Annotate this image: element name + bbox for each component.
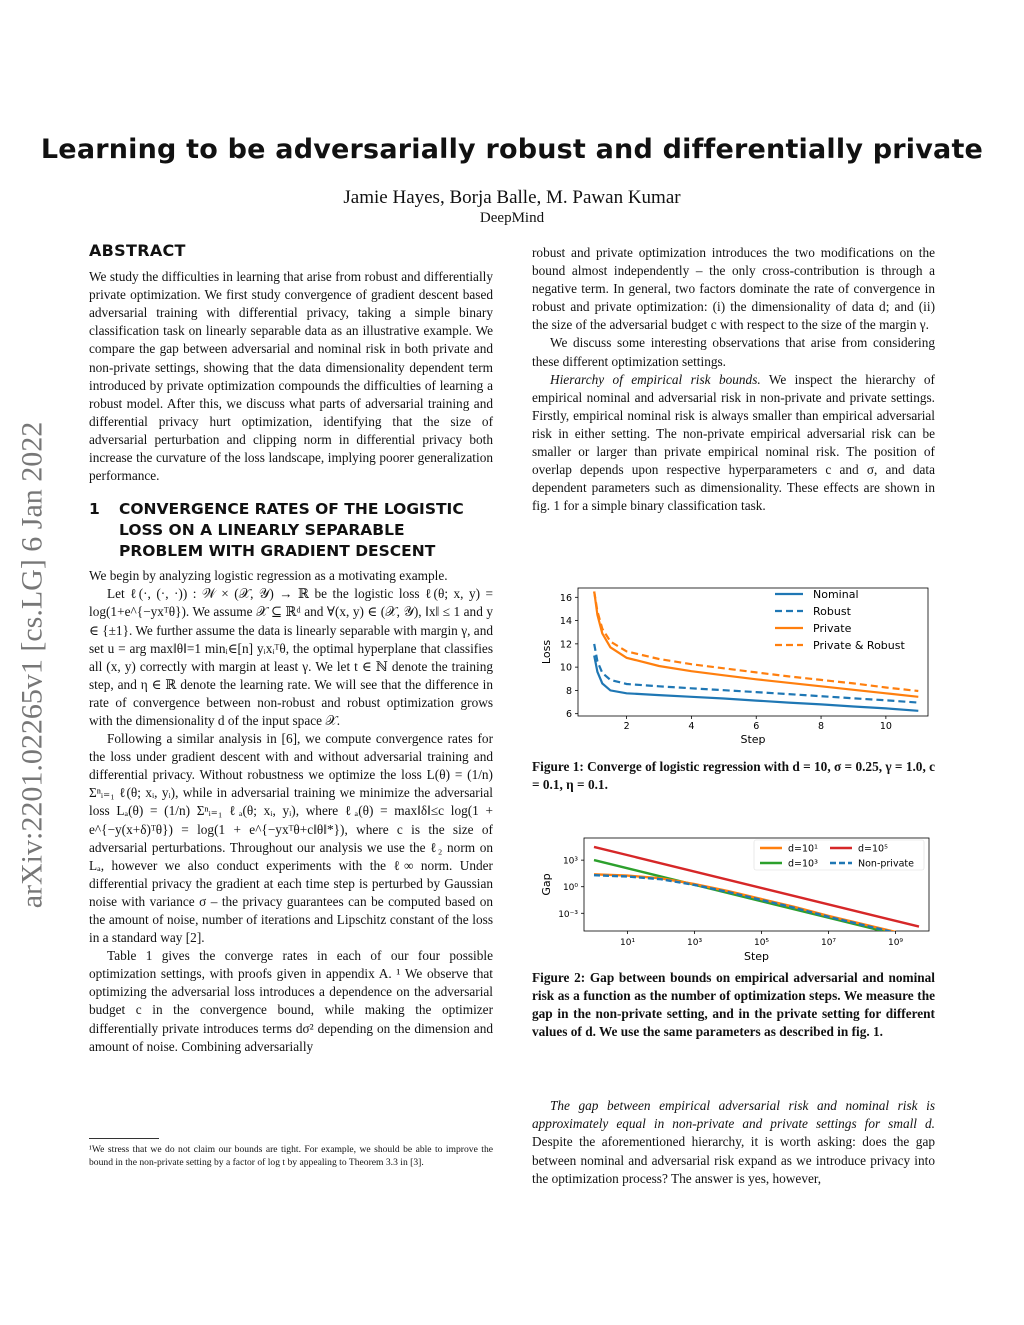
y-tick-label: 10 <box>559 662 572 674</box>
paragraph-heading: The gap between empirical adversarial risk and nominal risk is approximately equal in non-private and private settings for small d. <box>532 1098 935 1132</box>
x-tick-label: 10⁷ <box>820 938 837 948</box>
figure-2 <box>532 832 932 962</box>
right-column <box>532 244 935 515</box>
figure-1 <box>532 580 932 750</box>
legend-label: Non-private <box>858 858 914 870</box>
left-column <box>89 242 493 1056</box>
y-tick-label: 14 <box>559 616 572 628</box>
figure-2-chart <box>532 832 932 962</box>
x-tick-label: 10⁹ <box>887 938 904 948</box>
abstract-heading: ABSTRACT <box>89 241 186 260</box>
figure-1-caption: Figure 1: Converge of logistic regression with d = 10, σ = 0.25, γ = 1.0, c = 0.1, η = 0.1. <box>532 759 935 792</box>
legend-label: Nominal <box>813 588 859 601</box>
footnote-rule <box>89 1138 159 1139</box>
section-number: 1 <box>89 500 100 519</box>
y-tick-label: 10⁻³ <box>558 909 578 920</box>
x-tick-label: 8 <box>818 721 825 732</box>
y-tick-label: 16 <box>559 592 572 604</box>
y-tick-label: 6 <box>565 709 572 721</box>
paper-authors: Jamie Hayes, Borja Balle, M. Pawan Kumar <box>343 187 681 208</box>
x-tick-label: 10³ <box>687 938 703 948</box>
paper-affiliation: DeepMind <box>479 210 545 226</box>
gap-section <box>532 1097 935 1188</box>
paragraph: We discuss some interesting observations that arise from considering these different optimization settings. <box>532 335 935 369</box>
legend-label: Private <box>813 622 852 635</box>
paragraph: Hierarchy of empirical risk bounds. We inspect the hierarchy of empirical nominal and adversarial risk in non-private and private settings. Firstly, empirical nominal risk is always smaller than empirical adversarial risk in either setting. The non-private empirical adversarial risk can be smaller or larger than private empirical nominal risk. The position of overlap depends upon respective hyperparameters c and σ, and data dependent parameters such as dimensionality. These effects are shown in fig. 1 for a simple binary classification task. <box>532 371 935 514</box>
legend-label: d=10⁵ <box>858 843 888 855</box>
legend-label: Private & Robust <box>813 639 905 652</box>
x-tick-label: 10¹ <box>620 938 636 948</box>
abstract-text: We study the difficulties in learning that arise from robust and differentially private optimization. We first study convergence of gradient descent based adversarial training with differential privacy, taking a simple binary classification task on linearly separable data as an illustrative example. We compare the gap between adversarial and nominal risk in both private and non-private settings, showing that the data dimensionality dependent term introduced by private optimization compounds the difficulties of learning a robust model. After this, we discuss what parts of adversarial training and differential privacy hurt optimization, identifying that the size of adversarial perturbation and clipping norm in differential privacy both increase the curvature of the loss landscape, implying poorer generalization performance. <box>89 269 493 484</box>
figure-1-chart <box>532 580 932 750</box>
legend-label: d=10³ <box>788 858 818 870</box>
section-paragraph: Following a similar analysis in [6], we compute convergence rates for the loss under gradient descent with and without adversarial training and differential privacy. Without robustness we optimize the loss L(θ) = (1/n) Σⁿᵢ₌₁ ℓ(θ; xᵢ, yᵢ), while in adversarial training we minimize the adversarial loss Lₐ(θ) = (1/n) Σⁿᵢ₌₁ ℓₐ(θ; xᵢ, yᵢ), where ℓₐ(θ) = max‖δ‖≤c log(1 + e^{−y(x+δ)ᵀθ}) = log(1 + e^{−yxᵀθ+c‖θ‖*}), where c is the size of adversarial perturbations. Throughout our analysis we use the ℓ₂ norm on Lₐ, however we also conduct experiments with the ℓ∞ norm. Under differential privacy the gradient at each time step is perturbed by Gaussian noise with variance σ – the privacy guarantees can be computed based on the amount of noise, number of iterations and Lipschitz constant of the loss in a standard way [2]. <box>89 731 493 946</box>
legend-label: d=10¹ <box>788 843 818 855</box>
y-tick-label: 8 <box>565 685 572 697</box>
series-line <box>594 656 918 711</box>
arxiv-identifier: arXiv:2201.02265v1 [cs.LG] 6 Jan 2022 <box>15 421 48 909</box>
footnote: ¹We stress that we do not claim our bounds are tight. For example, we should be able to improve the bound in the non-private setting by a factor of log t by appealing to Theorem 3.3 in [3]. <box>89 1144 493 1169</box>
y-tick-label: 10³ <box>562 856 578 867</box>
legend-label: Robust <box>813 605 851 618</box>
x-tick-label: 10⁵ <box>753 938 770 948</box>
paragraph: robust and private optimization introduces the two modifications on the bound almost independently – the only cross-contribution is through a negative term. In general, two factors dominate the rate of convergence in robust and private optimization: (i) the dimensionality of data d; and (ii) the size of the adversarial budget c with respect to the size of the margin γ. <box>532 245 935 333</box>
section-paragraph: We begin by analyzing logistic regression as a motivating example. <box>89 568 448 584</box>
x-tick-label: 2 <box>623 721 630 732</box>
y-axis-label: Gap <box>540 873 553 896</box>
series-line <box>594 875 919 939</box>
section-paragraph: Let ℓ(·, (·, ·)) : 𝒲 × (𝒳, 𝒴) → ℝ be the logistic loss ℓ(θ; x, y) = log(1+e^{−yxᵀθ}). We assume 𝒳 ⊆ ℝᵈ and ∀(x, y) ∈ (𝒳, 𝒴), ‖x‖ ≤ 1 and y ∈ {±1}. We further assume the data is linearly separable with margin γ, and set u = arg max‖θ‖=1 minᵢ∈[n] yᵢxᵢᵀθ, the optimal hyperplane that classifies all (x, y) correctly with margin at least γ. We let t ∈ ℕ denote the training step, and η ∈ ℝ denote the learning rate. We will see that the difference in rate of convergence between non-robust and robust optimization grows with the dimensionality d of the input space 𝒳. <box>89 586 493 728</box>
paragraph: The gap between empirical adversarial risk and nominal risk is approximately equal in non-private and private settings for small d. Despite the aforementioned hierarchy, it is worth asking: does the gap between nominal and adversarial risk expand as we introduce privacy into the optimization process? The answer is yes, however, <box>532 1098 935 1186</box>
section-paragraph: Table 1 gives the converge rates in each of our four possible optimization settings, with proofs given in appendix A. ¹ We observe that optimizing the adversarial loss introduces a dependence on the adversarial budget c in the convergence bound, while making the optimizer differentially private introduces terms dσ² depending on the dimension and amount of noise. Combining adversarially <box>89 948 493 1054</box>
paper-title: Learning to be adversarially robust and differentially private <box>40 134 984 165</box>
y-axis-label: Loss <box>540 639 553 665</box>
x-axis-label: Step <box>740 733 766 746</box>
x-axis-label: Step <box>743 950 770 962</box>
figure-2-caption: Figure 2: Gap between bounds on empirical adversarial and nominal risk as a function as the number of optimization steps. We measure the gap in the non-private setting, and in the private setting for different values of d. We use the same parameters as described in fig. 1. <box>532 970 935 1039</box>
x-tick-label: 6 <box>753 721 760 732</box>
y-tick-label: 10⁰ <box>562 883 578 894</box>
plot-frame <box>578 588 928 716</box>
section-title: CONVERGENCE RATES OF THE LOGISTIC LOSS ON A LINEARLY SEPARABLE PROBLEM WITH GRADIENT DESCENT <box>119 500 464 561</box>
y-tick-label: 12 <box>559 639 572 651</box>
section-heading <box>89 499 493 562</box>
paragraph-heading: Hierarchy of empirical risk bounds. <box>550 371 761 387</box>
x-tick-label: 10 <box>879 721 892 732</box>
x-tick-label: 4 <box>688 721 695 732</box>
